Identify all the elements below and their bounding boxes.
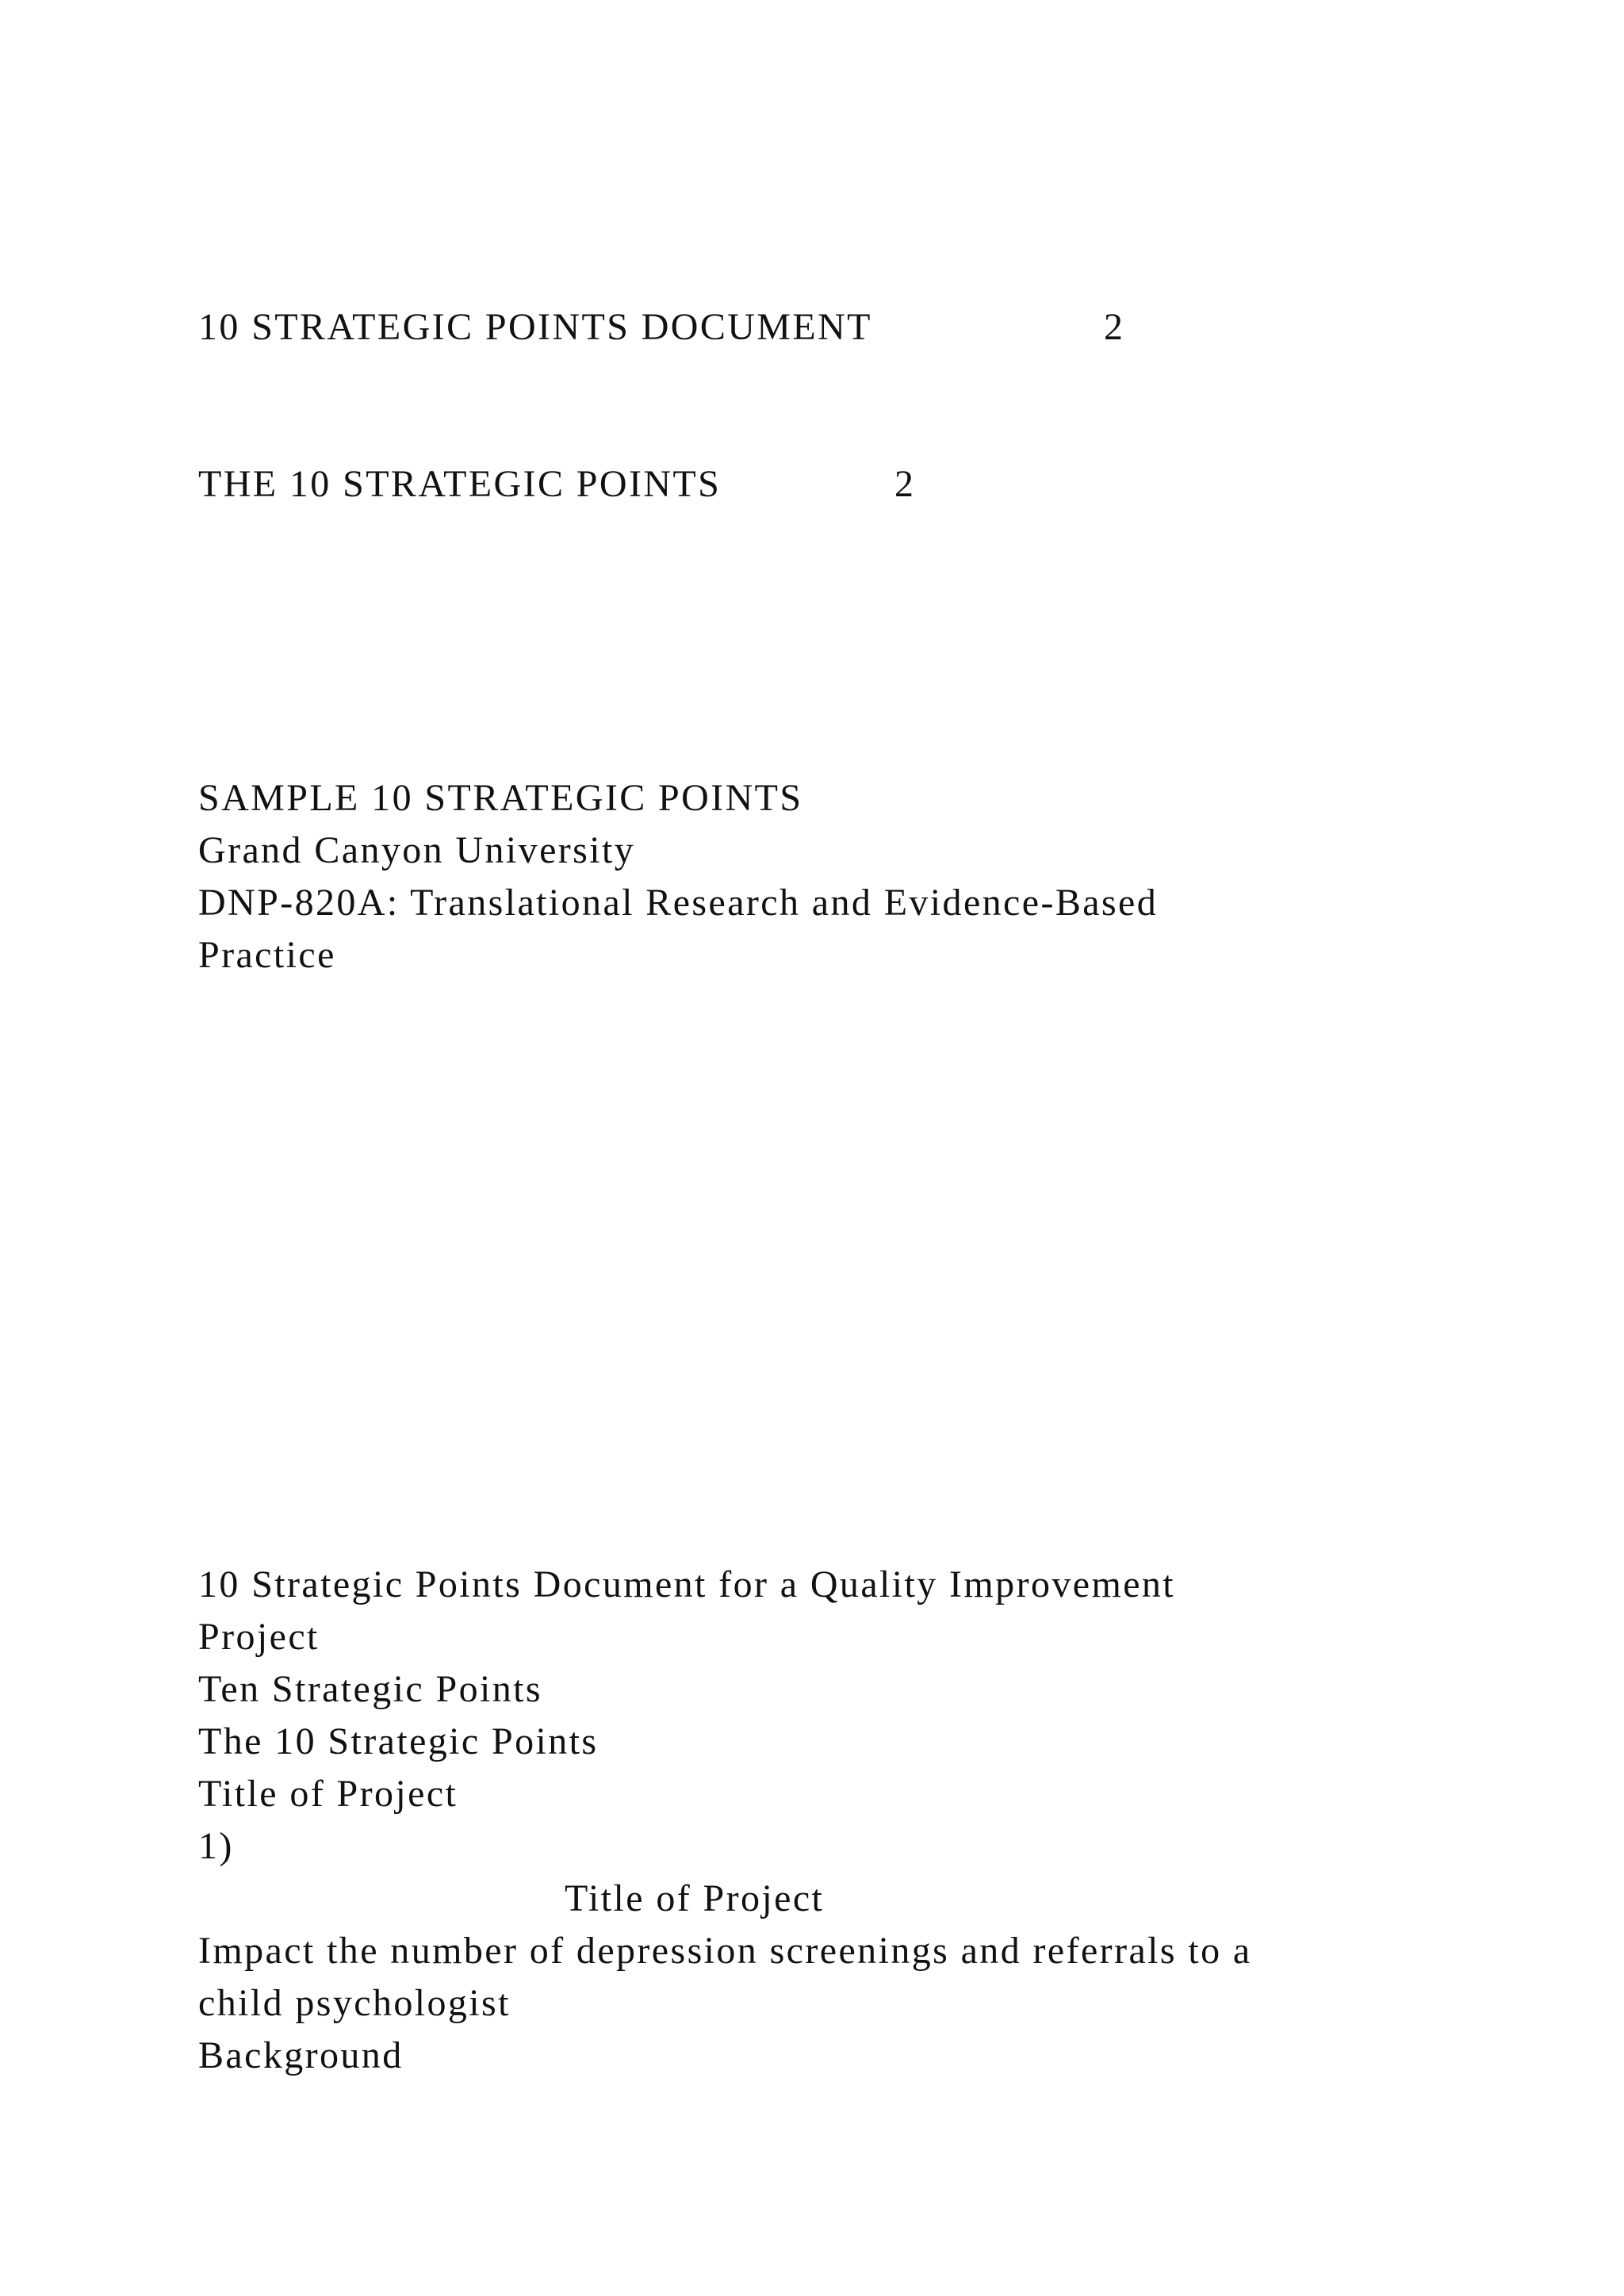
body-line-1: 10 Strategic Points Document for a Quality Improvement bbox=[198, 1563, 1176, 1605]
document-title: SAMPLE 10 STRATEGIC POINTS bbox=[198, 777, 803, 819]
page-number-2: 2 bbox=[894, 463, 914, 505]
running-head-1-text: 10 STRATEGIC POINTS DOCUMENT bbox=[198, 306, 872, 348]
body-line-2: Project bbox=[198, 1616, 320, 1658]
institution-name: Grand Canyon University bbox=[198, 829, 636, 871]
body-line-4: The 10 Strategic Points bbox=[198, 1720, 599, 1762]
running-head-1 bbox=[198, 301, 872, 354]
body-line-6: 1) bbox=[198, 1825, 234, 1867]
body-line-5: Title of Project bbox=[198, 1773, 458, 1815]
running-head-2 bbox=[198, 458, 721, 511]
body-line-8: Impact the number of depression screenings and referrals to a bbox=[198, 1930, 1252, 1972]
section-heading-title-of-project: Title of Project bbox=[565, 1877, 825, 1919]
course-line-1: DNP-820A: Translational Research and Evidence-Based bbox=[198, 882, 1159, 924]
body-line-10: Background bbox=[198, 2034, 404, 2076]
page-number-1: 2 bbox=[1104, 306, 1123, 348]
body-line-9: child psychologist bbox=[198, 1982, 511, 2024]
body-line-3: Ten Strategic Points bbox=[198, 1668, 542, 1710]
running-head-2-text: THE 10 STRATEGIC POINTS bbox=[198, 463, 722, 505]
course-line-2: Practice bbox=[198, 934, 336, 976]
